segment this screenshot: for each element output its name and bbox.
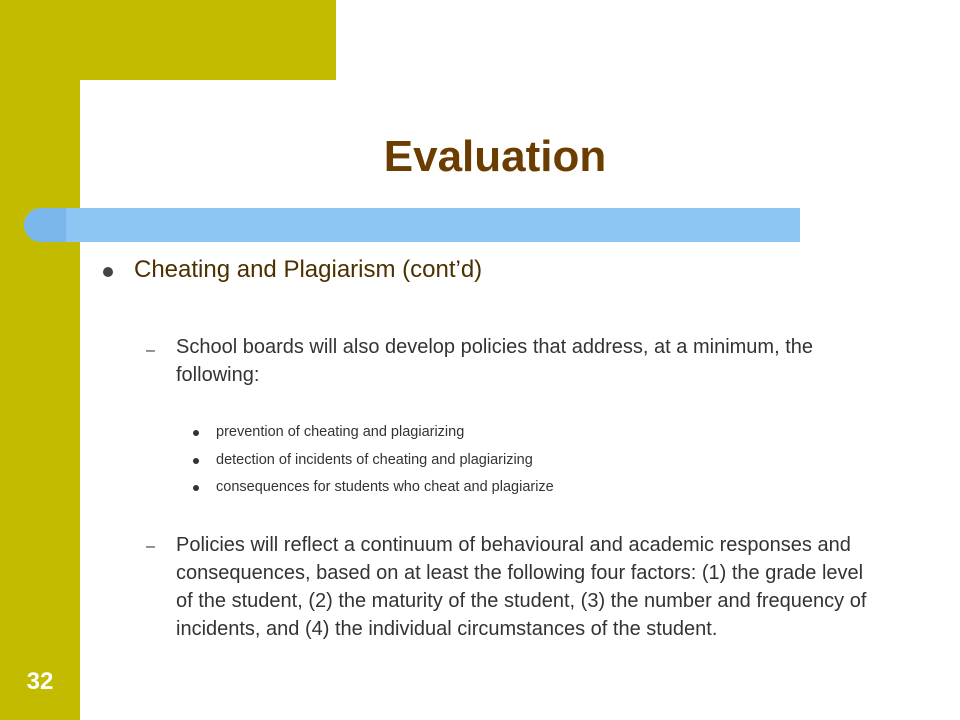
list-item-text: detection of incidents of cheating and plagiarizing (216, 452, 533, 468)
bullet-dot-icon (193, 430, 199, 436)
top-accent-block (80, 0, 336, 80)
bullet-dot-icon (193, 458, 199, 464)
sub-bullet-1: School boards will also develop policies that address, at a minimum, the following: (176, 336, 813, 386)
bullet-dot-icon (103, 267, 113, 277)
slide-title: Evaluation (383, 132, 607, 181)
dash-marker-1: – (146, 342, 155, 359)
dash-marker-2: – (146, 538, 155, 555)
bullet-dot-icon (193, 485, 199, 491)
rounded-corner (80, 80, 120, 120)
list-item-text: prevention of cheating and plagiarizing (216, 424, 465, 440)
page-number: 32 (26, 668, 54, 695)
left-accent-bar (0, 0, 80, 720)
bullet-level1-text: Cheating and Plagiarism (cont’d) (134, 256, 483, 283)
list-item-text: consequences for students who cheat and plagiarize (216, 479, 554, 495)
title-divider-bar (24, 208, 800, 242)
sub-bullet-2: Policies will reflect a continuum of behavioural and academic responses and consequences, based on at least the following four factors: (1) the grade level of the student, (2) the maturity of the student, (3) the number and frequency of incidents, and (4) the individual circumstances of the student. (176, 534, 867, 640)
